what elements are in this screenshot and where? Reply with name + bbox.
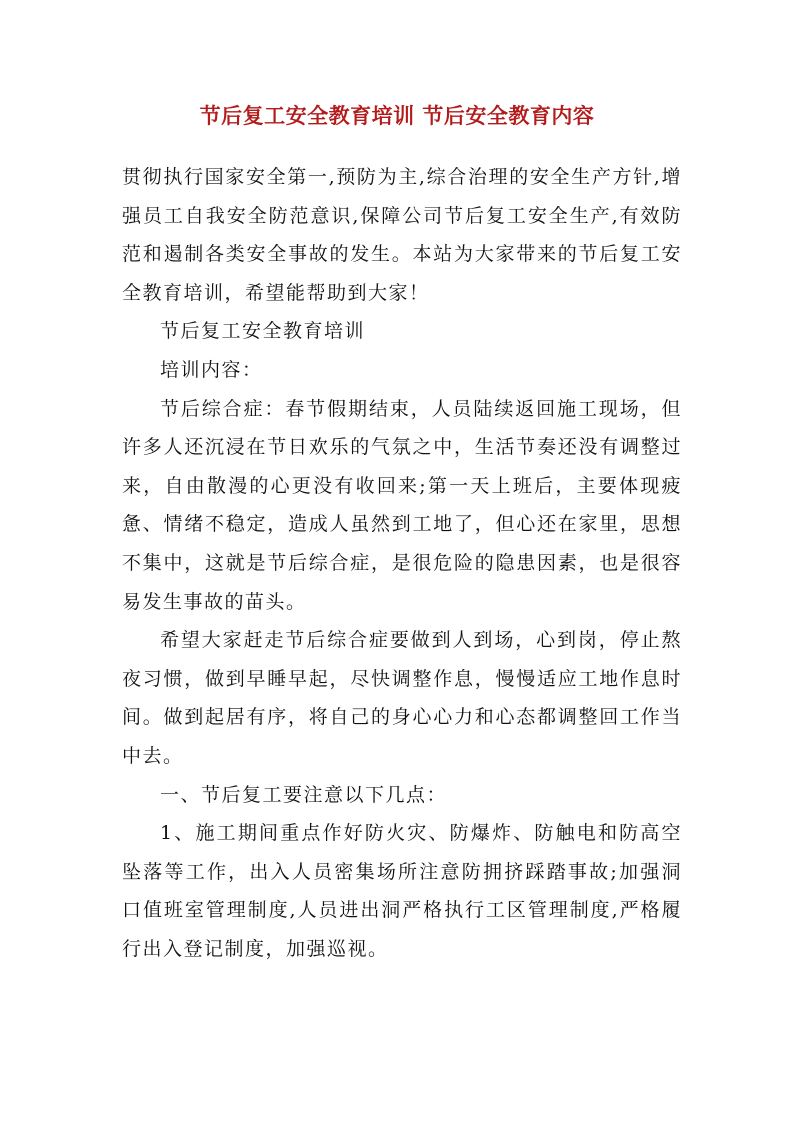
paragraph-intro: 贯彻执行国家安全第一,预防为主,综合治理的安全生产方针,增强员工自我安全防范意识,保障公司节后复工安全生产,有效防范和遏制各类安全事故的发生。本站为大家带来的节后复工安全教育培训，希望能帮助到大家！ xyxy=(122,166,682,304)
paragraph-recommendations: 希望大家赶走节后综合症要做到人到场，心到岗，停止熬夜习惯，做到早睡早起，尽快调整作息，慢慢适应工地作息时间。做到起居有序，将自己的身心心力和心态都调整回工作当中去。 xyxy=(122,629,682,767)
document-title: 节后复工安全教育培训 节后安全教育内容 xyxy=(199,103,595,128)
paragraph-points-heading: 一、节后复工要注意以下几点： xyxy=(160,783,448,806)
paragraph-training-content-label: 培训内容： xyxy=(160,358,263,381)
document-body xyxy=(122,158,682,968)
paragraph-point-1: 1、施工期间重点作好防火灾、防爆炸、防触电和防高空坠落等工作，出入人员密集场所注意防拥挤踩踏事故;加强洞口值班室管理制度,人员进出洞严格执行工区管理制度,严格履行出入登记制度，加强巡视。 xyxy=(122,822,682,960)
paragraph-section-heading: 节后复工安全教育培训 xyxy=(160,320,366,343)
paragraph-post-holiday-syndrome: 节后综合症：春节假期结束，人员陆续返回施工现场，但许多人还沉浸在节日欢乐的气氛之中，生活节奏还没有调整过来，自由散漫的心更没有收回来;第一天上班后，主要体现疲惫、情绪不稳定，造成人虽然到工地了，但心还在家里，思想不集中，这就是节后综合症，是很危险的隐患因素，也是很容易发生事故的苗头。 xyxy=(122,397,682,613)
